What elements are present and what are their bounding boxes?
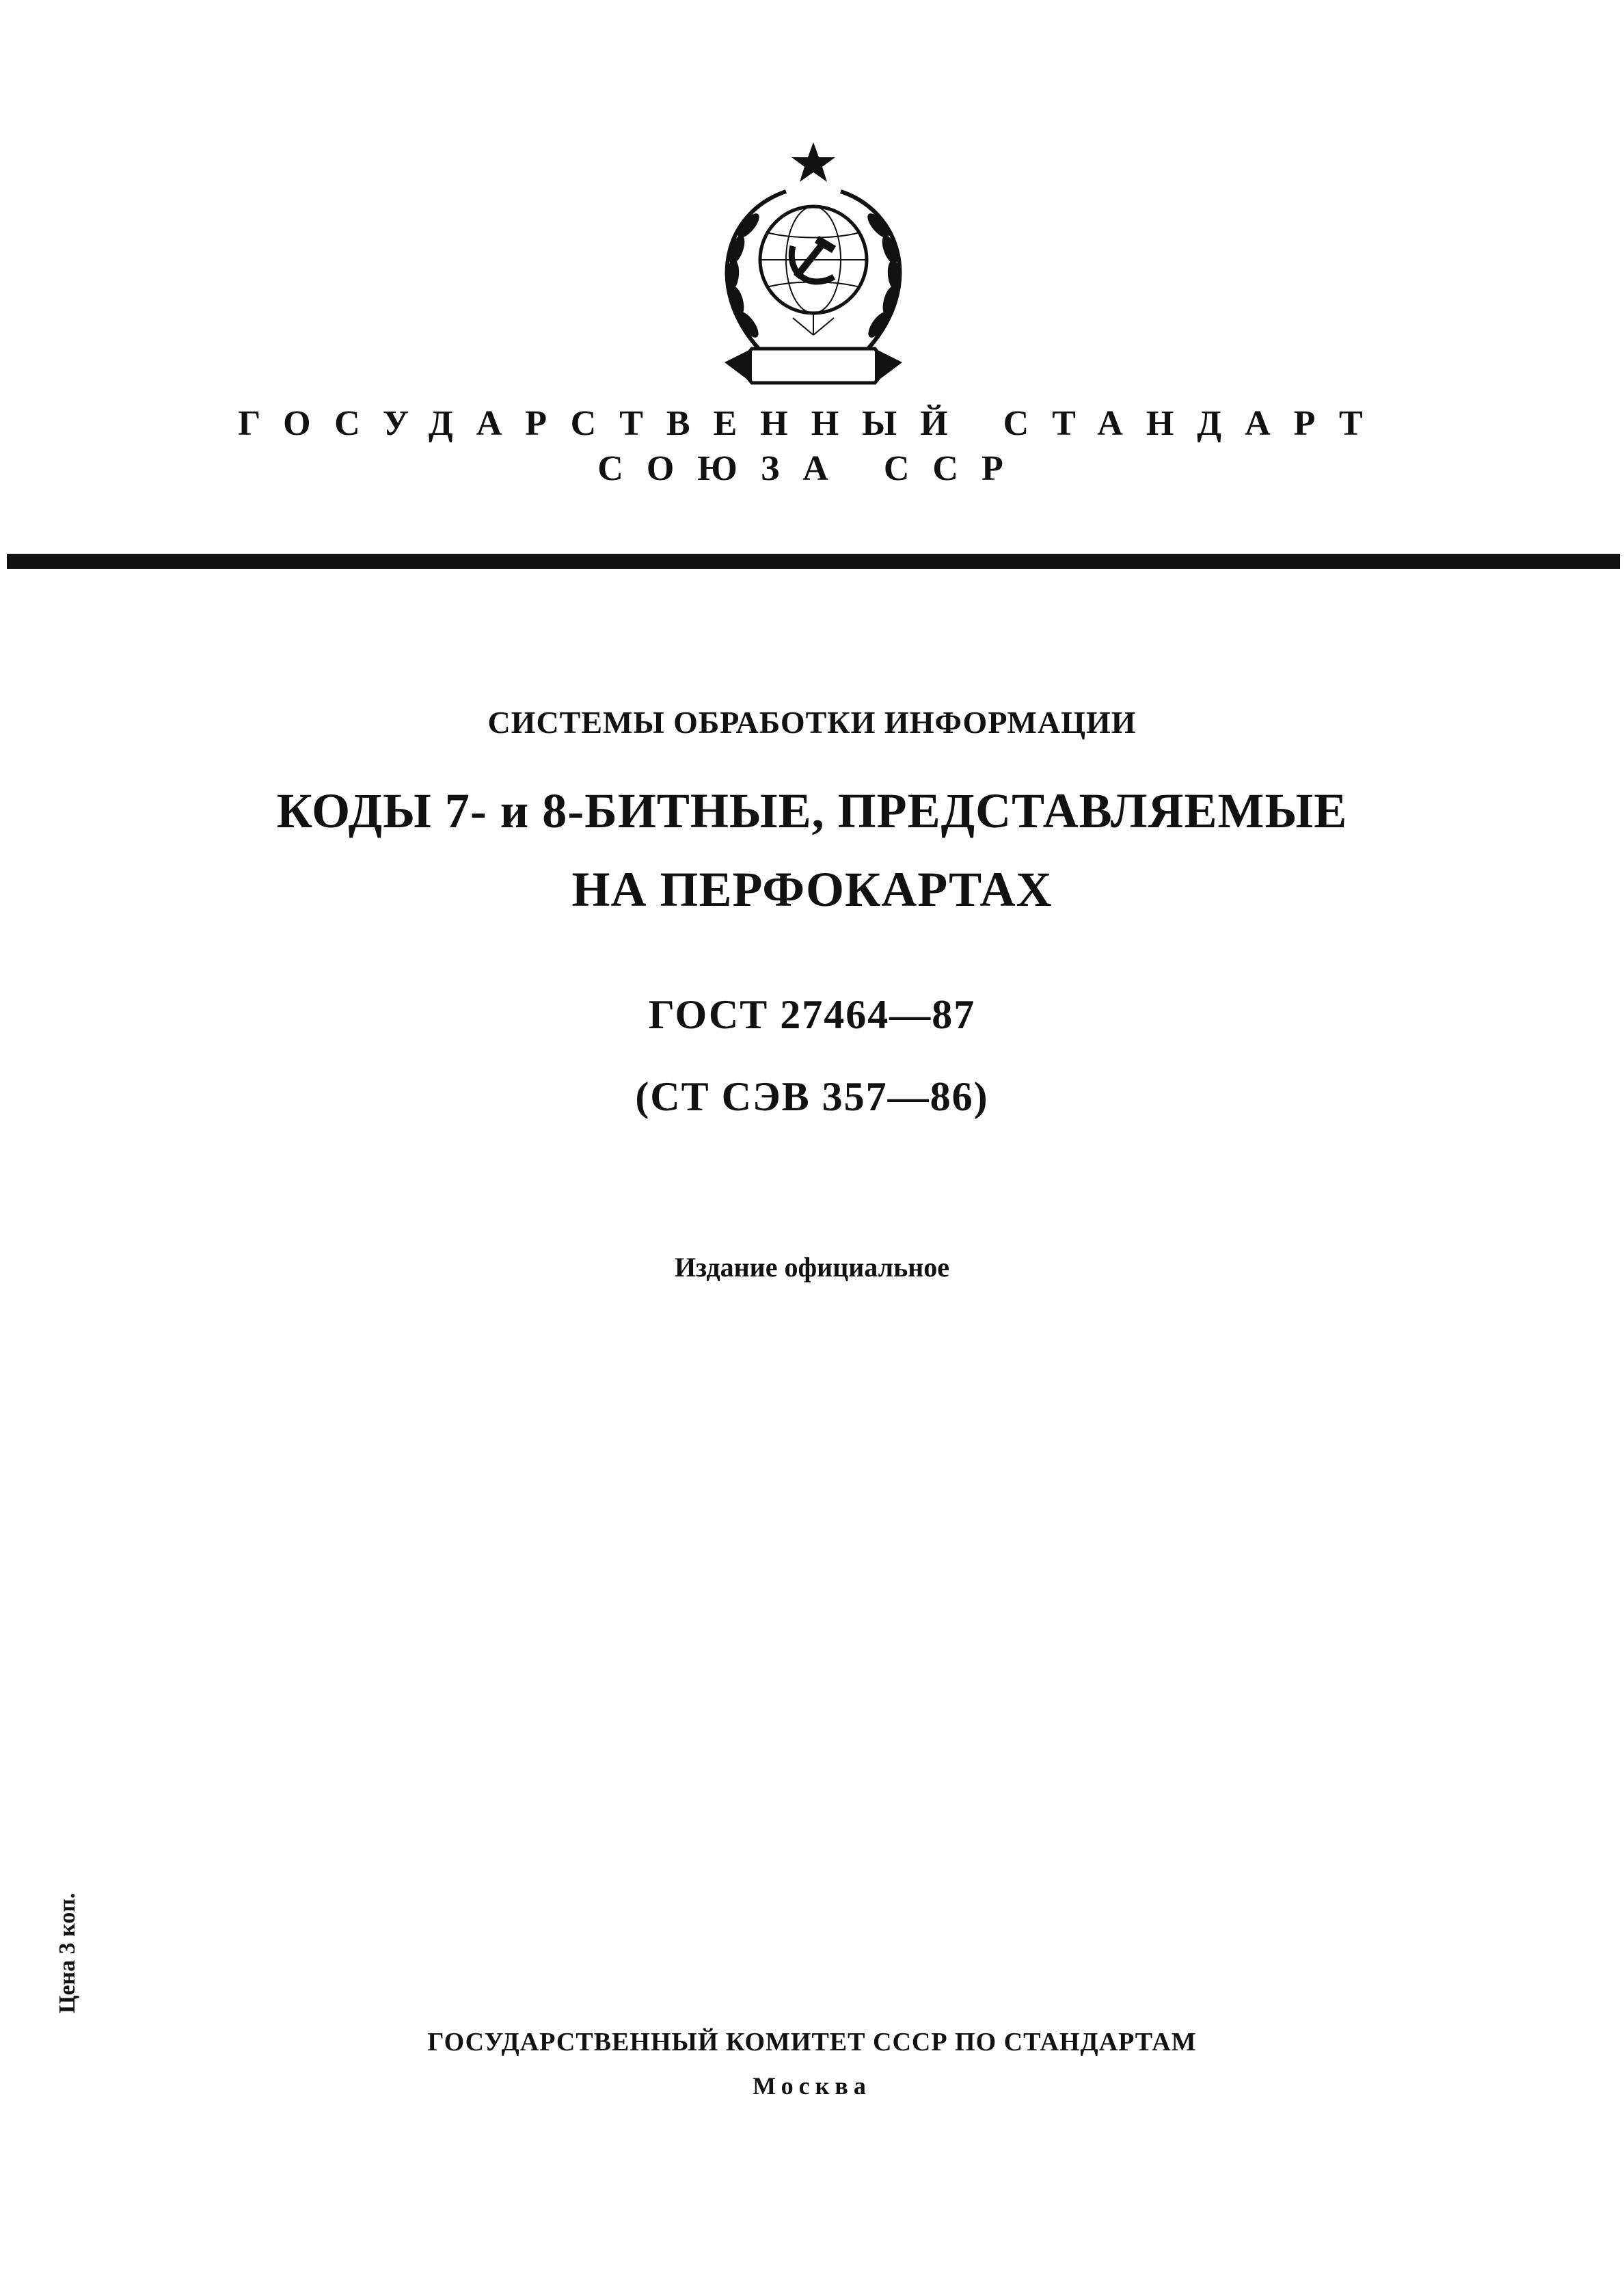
publisher-name: ГОСУДАРСТВЕННЫЙ КОМИТЕТ СССР ПО СТАНДАРТАМ (427, 2028, 1197, 2056)
edition-label: Издание официальное (674, 1252, 950, 1283)
document-title-line2: НА ПЕРФОКАРТАХ (571, 862, 1053, 917)
header-title-line2: СОЮЗА ССР (597, 449, 1027, 488)
gost-number: ГОСТ 27464—87 (648, 992, 976, 1037)
document-title-line1: КОДЫ 7- и 8-БИТНЫЕ, ПРЕДСТАВЛЯЕМЫЕ (276, 783, 1348, 838)
sev-number: (СТ СЭВ 357—86) (635, 1074, 989, 1119)
ussr-state-emblem-icon (684, 130, 943, 403)
header-title-line1: ГОСУДАРСТВЕННЫЙ СТАНДАРТ (238, 404, 1386, 443)
document-series: СИСТЕМЫ ОБРАБОТКИ ИНФОРМАЦИИ (487, 705, 1137, 740)
publisher-city: Москва (753, 2072, 871, 2100)
price-label: Цена 3 коп. (55, 1892, 80, 2013)
header-divider (7, 554, 1620, 569)
